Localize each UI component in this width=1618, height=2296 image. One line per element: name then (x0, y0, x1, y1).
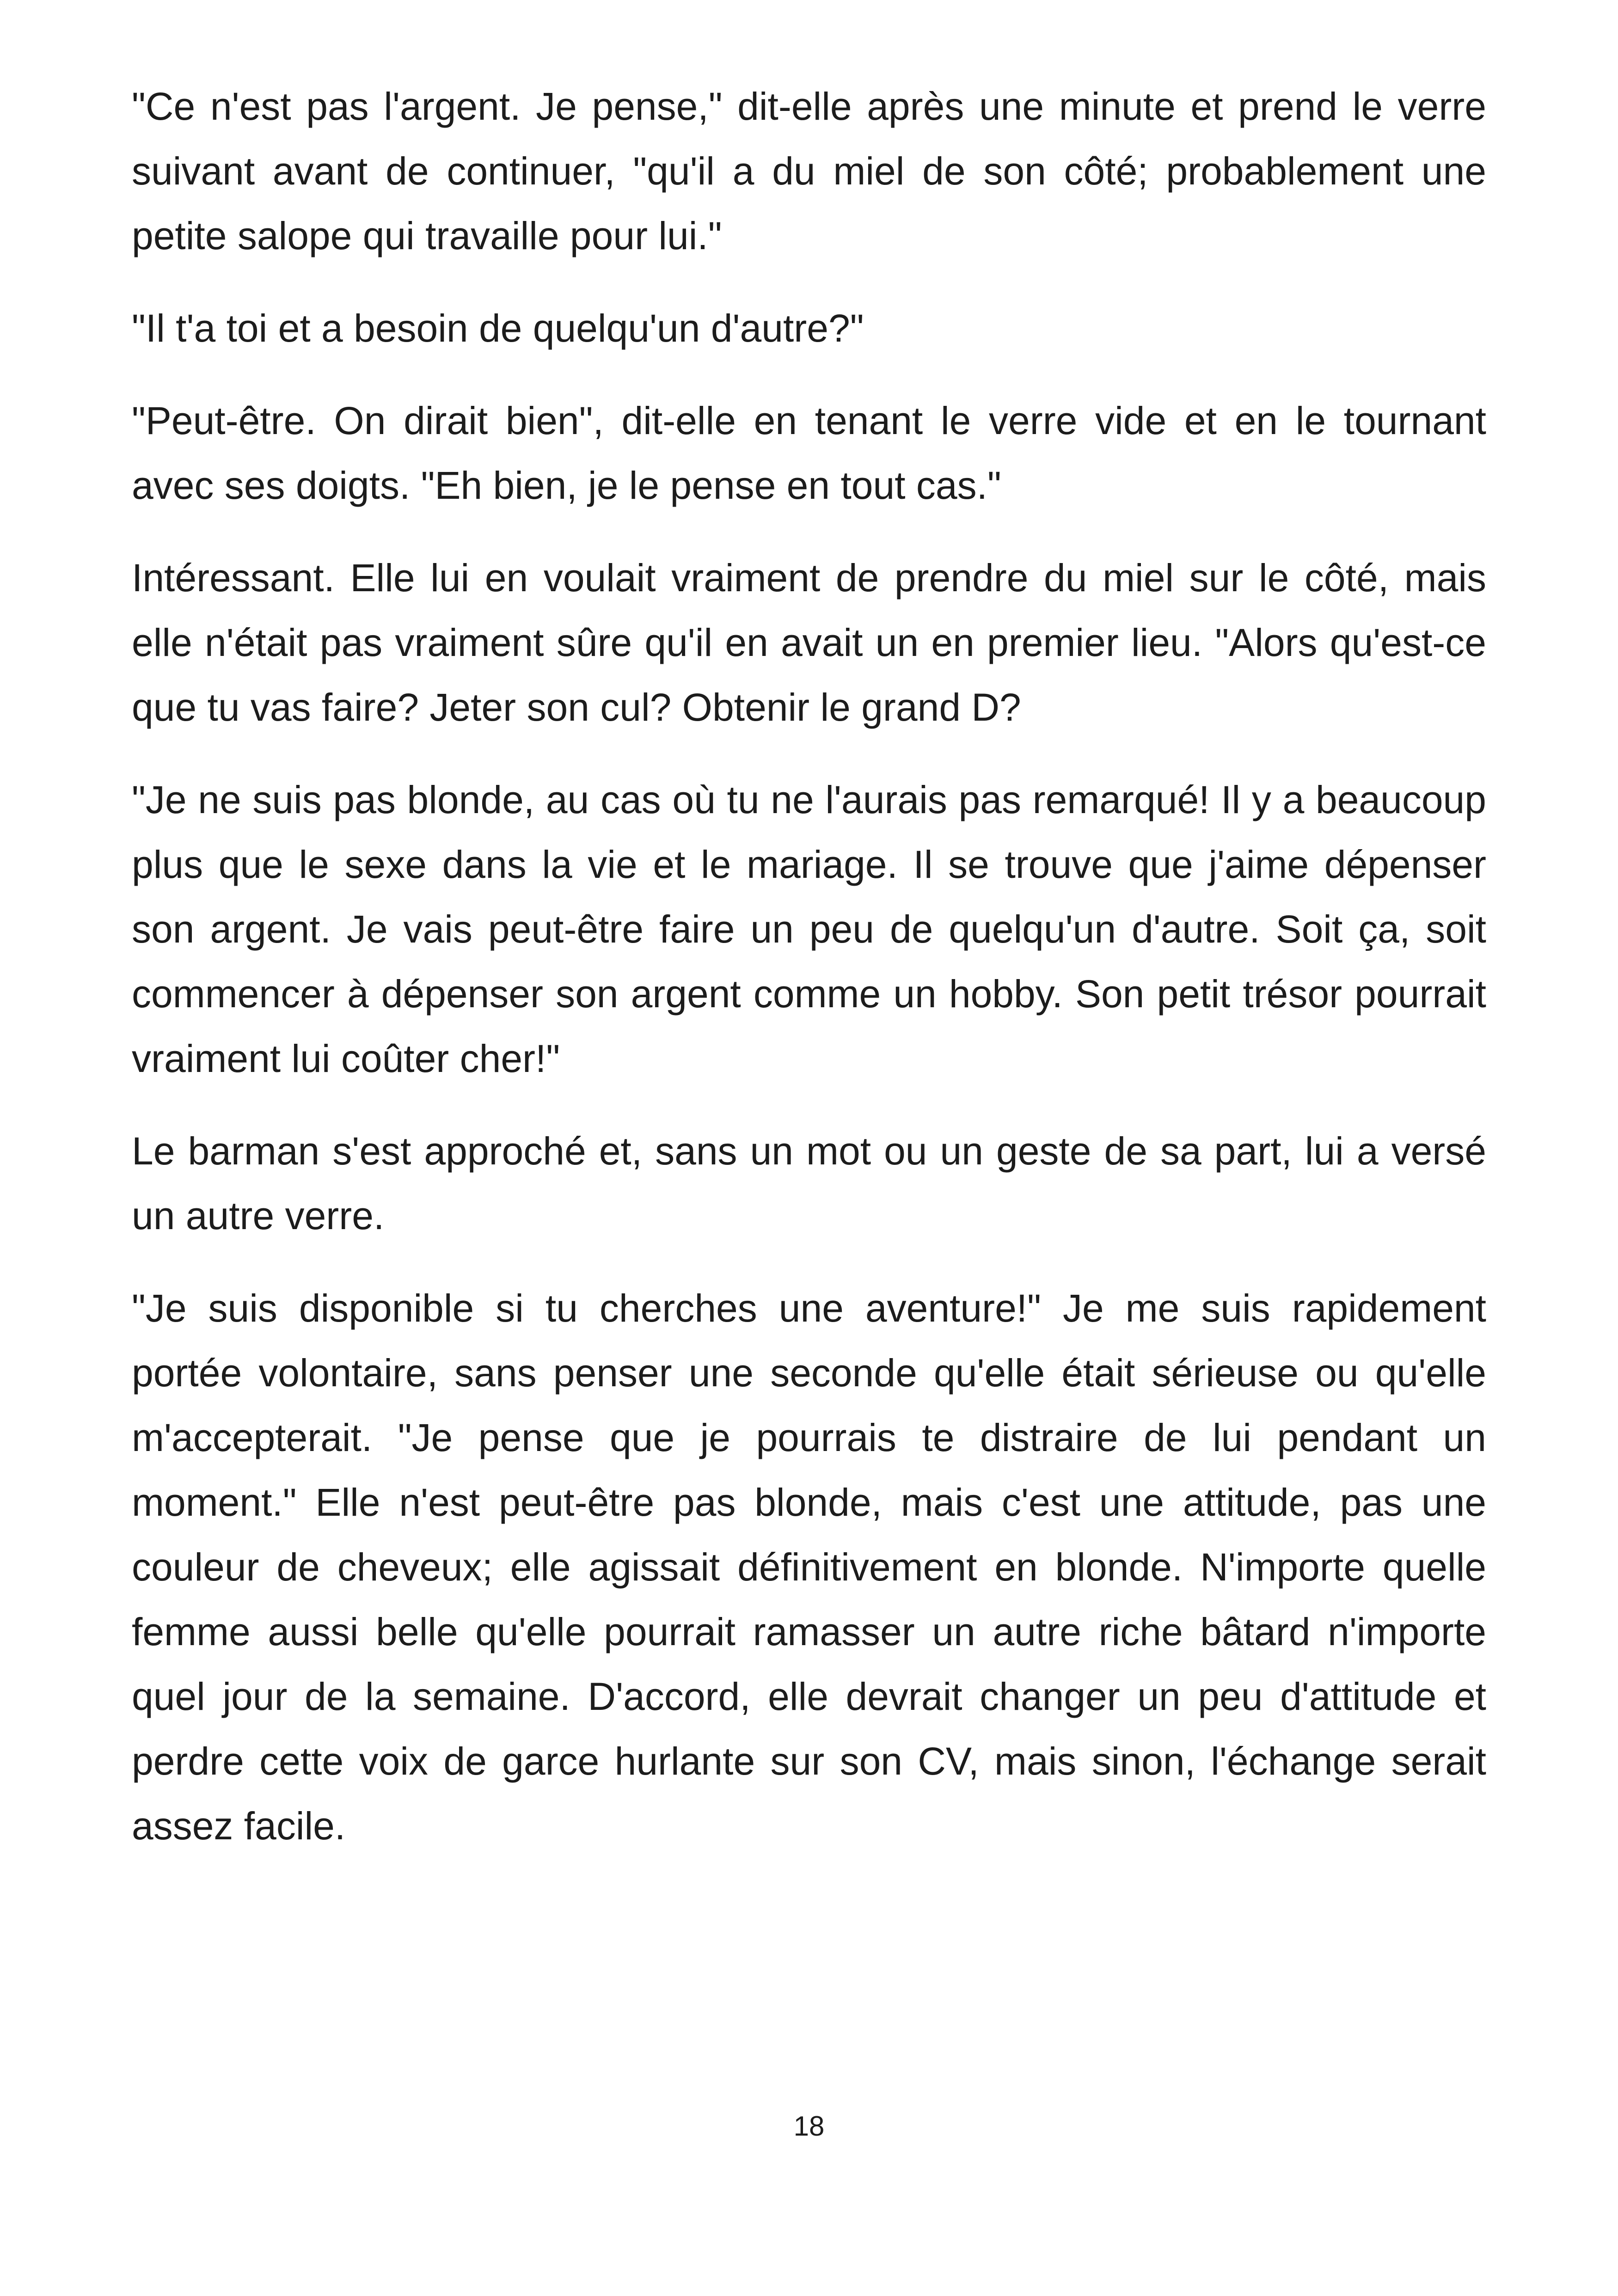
paragraph: "Il t'a toi et a besoin de quelqu'un d'autre?" (132, 306, 864, 350)
body-text (132, 74, 1486, 1886)
paragraph: "Je suis disponible si tu cherches une aventure!" Je me suis rapidement portée volontaire, sans penser une seconde qu'elle était sérieuse ou qu'elle m'accepterait. "Je pense que je pourrais te distraire de lui pendant un moment." Elle n'est peut-être pas blonde, mais c'est une attitude, pas une couleur de cheveux; elle agissait définitivement en blonde. N'importe quelle femme aussi belle qu'elle pourrait ramasser un autre riche bâtard n'importe quel jour de la semaine. D'accord, elle devrait changer un peu d'attitude et perdre cette voix de garce hurlante sur son CV, mais sinon, l'échange serait assez facile. (132, 1286, 1486, 1848)
paragraph: Le barman s'est approché et, sans un mot ou un geste de sa part, lui a versé un autre verre. (132, 1129, 1486, 1237)
paragraph: "Peut-être. On dirait bien", dit-elle en tenant le verre vide et en le tournant avec ses doigts. "Eh bien, je le pense en tout cas." (132, 399, 1486, 507)
paragraph: "Ce n'est pas l'argent. Je pense," dit-elle après une minute et prend le verre suivant avant de continuer, "qu'il a du miel de son côté; probablement une petite salope qui travaille pour lui." (132, 85, 1486, 257)
paragraph: Intéressant. Elle lui en voulait vraiment de prendre du miel sur le côté, mais elle n'était pas vraiment sûre qu'il en avait un en premier lieu. "Alors qu'est-ce que tu vas faire? Jeter son cul? Obtenir le grand D? (132, 556, 1486, 729)
paragraph: "Je ne suis pas blonde, au cas où tu ne l'aurais pas remarqué! Il y a beaucoup plus que le sexe dans la vie et le mariage. Il se trouve que j'aime dépenser son argent. Je vais peut-être faire un peu de quelqu'un d'autre. Soit ça, soit commencer à dépenser son argent comme un hobby. Son petit trésor pourrait vraiment lui coûter cher!" (132, 778, 1486, 1080)
page-number: 18 (793, 2111, 825, 2142)
